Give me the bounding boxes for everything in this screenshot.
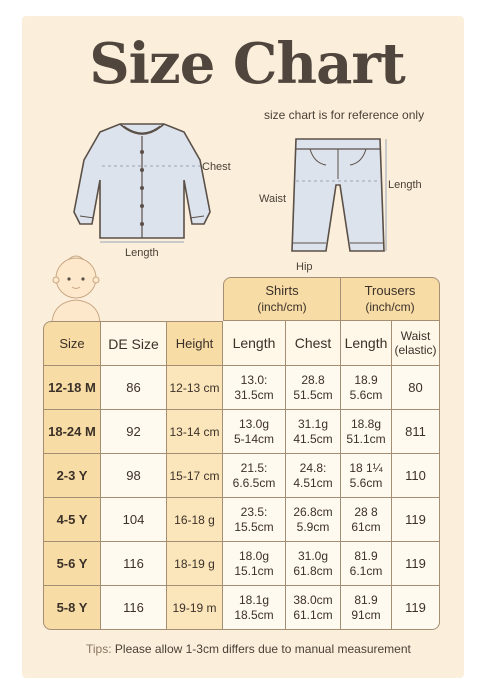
trouser-length-cell-value: 51.1cm (346, 431, 386, 446)
size-cell-value: 5-6 Y (56, 556, 88, 571)
de-size-cell (101, 366, 167, 410)
shirt-length-cell-value: 21.5: (240, 460, 268, 475)
size-cell-value: 18-24 M (48, 424, 96, 439)
trouser-length-cell-value: 5.6cm (349, 475, 383, 490)
waist-header-note: (elastic) (394, 343, 437, 357)
height-cell-value: 16-18 g (174, 512, 215, 527)
shirt-length-cell-value: 6.6.5cm (232, 475, 276, 490)
trousers-group-unit: (inch/cm) (365, 300, 415, 314)
waist-cell (392, 366, 440, 410)
height-cell (167, 366, 223, 410)
trouser-length-cell-value: 81.9 (354, 592, 378, 607)
chest-cell-value: 41.5cm (293, 431, 333, 446)
chest-column-header: Chest (286, 321, 341, 366)
size-cell-value: 5-8 Y (56, 600, 88, 615)
chest-cell (286, 498, 341, 542)
trouser-length-cell-value: 61cm (351, 519, 381, 534)
shirt-length-cell (223, 366, 286, 410)
de-size-column-header: DE Size (101, 321, 167, 366)
shirt-length-cell-value: 5-14cm (233, 431, 274, 446)
trousers-group-name: Trousers (364, 283, 416, 298)
shirts-group-name: Shirts (265, 283, 299, 298)
waist-cell (392, 410, 440, 454)
chest-cell (286, 366, 341, 410)
height-column-header: Height (167, 321, 223, 366)
tips-text: Please allow 1-3cm differs due to manual measurement (114, 642, 411, 656)
shirt-length-cell-value: 23.5: (240, 504, 268, 519)
trouser-length-cell-value: 6.1cm (349, 563, 383, 578)
shirt-chest-label: Chest (202, 161, 231, 173)
shirt-length-cell (223, 586, 286, 630)
de-size-cell-value: 116 (123, 556, 144, 571)
shirt-length-cell-value: 13.0g (238, 416, 270, 431)
trousers-illustration (288, 135, 388, 255)
chest-cell (286, 410, 341, 454)
height-cell-value: 13-14 cm (169, 424, 220, 439)
de-size-cell (101, 454, 167, 498)
chest-cell-value: 4.51cm (293, 475, 333, 490)
de-size-cell (101, 542, 167, 586)
table-row (43, 410, 440, 454)
shirt-length-column-header: Length (223, 321, 286, 366)
chest-cell-value: 31.0g (297, 548, 329, 563)
chest-cell-value: 26.8cm (293, 504, 333, 519)
shirt-length-cell-value: 18.1g (238, 592, 270, 607)
chest-cell (286, 454, 341, 498)
reference-note: size chart is for reference only (264, 108, 425, 122)
height-cell (167, 498, 223, 542)
chest-cell (286, 586, 341, 630)
size-cell-value: 2-3 Y (56, 468, 88, 483)
waist-header-label: Waist (400, 329, 431, 343)
height-cell (167, 586, 223, 630)
shirt-length-cell (223, 454, 286, 498)
page-title: Size Chart (89, 31, 405, 97)
shirt-length-cell (223, 498, 286, 542)
trouser-length-cell (341, 498, 392, 542)
table-row (43, 366, 440, 410)
size-cell (43, 410, 101, 454)
size-cell (43, 498, 101, 542)
chest-cell-value: 5.9cm (296, 519, 330, 534)
shirts-group-unit: (inch/cm) (257, 300, 307, 314)
table-row (43, 498, 440, 542)
trousers-group-header (341, 277, 440, 321)
de-size-cell (101, 498, 167, 542)
size-cell (43, 366, 101, 410)
chest-cell-value: 61.1cm (293, 607, 333, 622)
trouser-length-cell (341, 366, 392, 410)
trouser-length-cell (341, 454, 392, 498)
shirt-length-cell-value: 15.5cm (234, 519, 274, 534)
height-cell (167, 454, 223, 498)
waist-cell-value: 119 (405, 556, 426, 571)
shirt-length-cell-value: 18.5cm (234, 607, 274, 622)
size-cell-value: 4-5 Y (56, 512, 88, 527)
chest-cell (286, 542, 341, 586)
trouser-length-cell-value: 91cm (351, 607, 381, 622)
shirt-length-cell (223, 410, 286, 454)
trousers-waist-label: Waist (259, 193, 287, 205)
waist-cell (392, 454, 440, 498)
shirt-length-cell-value: 13.0: (240, 372, 268, 387)
waist-cell-value: 80 (408, 380, 423, 395)
chest-cell-value: 61.8cm (293, 563, 333, 578)
shirt-length-cell-value: 15.1cm (234, 563, 274, 578)
shirt-length-cell-value: 31.5cm (234, 387, 274, 402)
trouser-length-cell (341, 542, 392, 586)
size-cell-value: 12-18 M (48, 380, 96, 395)
de-size-cell-value: 92 (126, 424, 141, 439)
size-cell (43, 454, 101, 498)
height-cell-value: 19-19 m (172, 600, 217, 615)
trousers-hip-label: Hip (296, 261, 313, 273)
de-size-cell (101, 410, 167, 454)
trouser-length-cell-value: 18.9 (354, 372, 378, 387)
size-table (43, 277, 440, 630)
trouser-length-cell (341, 410, 392, 454)
de-size-cell-value: 116 (123, 600, 144, 615)
chest-cell-value: 31.1g (297, 416, 329, 431)
height-cell-value: 15-17 cm (169, 468, 220, 483)
shirt-illustration (72, 120, 212, 245)
shirt-length-cell-value: 18.0g (238, 548, 270, 563)
size-cell (43, 542, 101, 586)
table-row (43, 542, 440, 586)
size-column-header: Size (43, 321, 101, 366)
waist-cell (392, 542, 440, 586)
de-size-cell-value: 86 (126, 380, 141, 395)
trouser-length-cell-value: 18 1¼ (349, 460, 383, 475)
trouser-length-cell (341, 586, 392, 630)
waist-column-header (392, 321, 440, 366)
tips-prefix: Tips: (86, 642, 112, 656)
height-cell-value: 12-13 cm (169, 380, 220, 395)
shirt-length-cell (223, 542, 286, 586)
waist-cell-value: 119 (405, 600, 426, 615)
height-cell (167, 410, 223, 454)
height-cell (167, 542, 223, 586)
chest-cell-value: 51.5cm (293, 387, 333, 402)
tips-note (86, 642, 411, 656)
waist-cell-value: 110 (405, 468, 426, 483)
trouser-length-column-header: Length (341, 321, 392, 366)
chest-cell-value: 38.0cm (293, 592, 333, 607)
trousers-length-label: Length (388, 179, 422, 191)
trouser-length-cell-value: 5.6cm (349, 387, 383, 402)
waist-cell (392, 586, 440, 630)
chest-cell-value: 24.8: (299, 460, 327, 475)
chest-cell-value: 28.8 (301, 372, 325, 387)
de-size-cell (101, 586, 167, 630)
shirts-group-header (223, 277, 341, 321)
waist-cell (392, 498, 440, 542)
trouser-length-cell-value: 81.9 (354, 548, 378, 563)
de-size-cell-value: 104 (122, 512, 145, 527)
size-cell (43, 586, 101, 630)
trouser-length-cell-value: 18.8g (350, 416, 382, 431)
waist-cell-value: 811 (405, 424, 426, 439)
waist-cell-value: 119 (405, 512, 426, 527)
table-row (43, 454, 440, 498)
shirt-length-label: Length (125, 247, 159, 259)
de-size-cell-value: 98 (126, 468, 141, 483)
table-row (43, 586, 440, 630)
height-cell-value: 18-19 g (174, 556, 215, 571)
trouser-length-cell-value: 28 8 (354, 504, 378, 519)
